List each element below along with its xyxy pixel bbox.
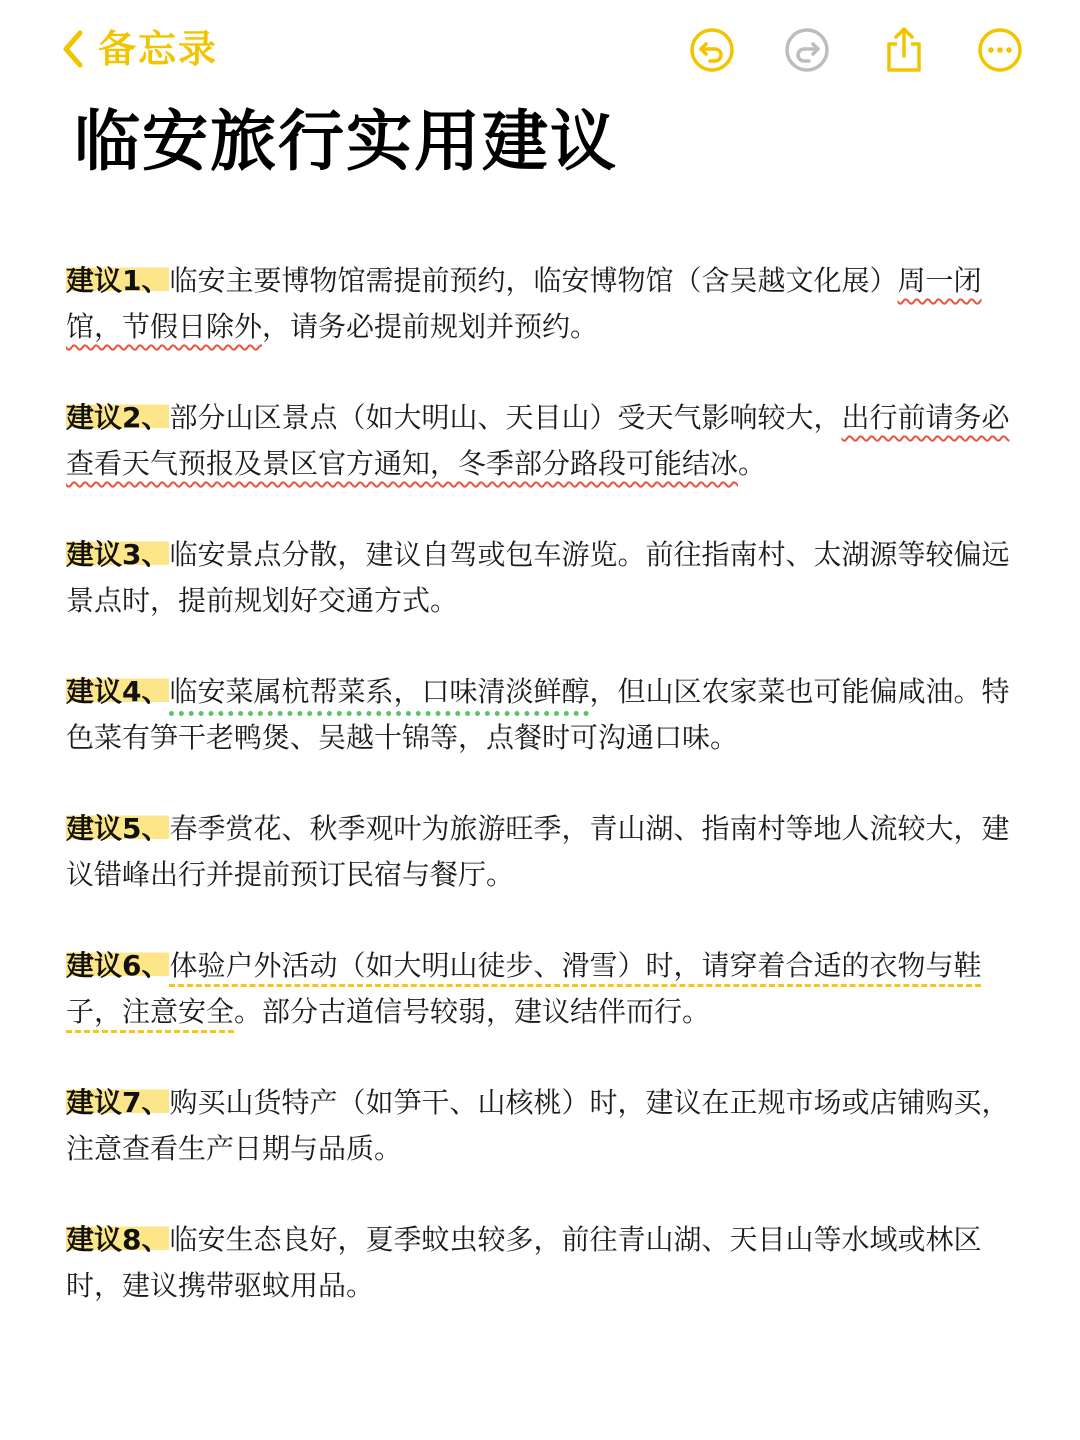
back-button[interactable] [58,24,218,74]
tip-emphasis: 临安菜属杭帮菜系，口味清淡鲜醇 [169,675,590,708]
share-icon [880,26,928,74]
tip-text-end: ，但山区农家菜也可能偏咸油。特色菜有笋干老鸭煲、吴越十锦等，点餐时可沟通口味。 [66,675,1010,754]
undo-button[interactable] [688,26,736,74]
tip-text: 临安景点分散，建议自驾或包车游览。前往指南村、太湖源等较偏远景点时，提前规划好交通方式。 [66,538,1010,617]
tip-7 [66,1080,1026,1172]
tip-text: 部分山区景点（如大明山、天目山）受天气影响较大， [169,401,842,434]
redo-icon [783,26,831,74]
tip-label: 建议8、 [66,1223,170,1256]
tip-6 [66,943,1026,1035]
top-bar [0,0,1080,100]
tip-text: 春季赏花、秋季观叶为旅游旺季，青山湖、指南村等地人流较大，建议错峰出行并提前预订民宿与餐厅。 [66,812,1010,891]
tip-label: 建议2、 [66,401,170,434]
tip-text-end: 。 [738,447,767,480]
tip-label: 建议3、 [66,538,170,571]
tip-5 [66,806,1026,898]
redo-button[interactable] [783,26,831,74]
tip-text: 临安主要博物馆需提前预约，临安博物馆（含吴越文化展） [169,264,898,297]
chevron-left-icon [58,27,88,71]
tip-label: 建议6、 [66,949,170,982]
more-button[interactable] [976,26,1024,74]
tip-4 [66,669,1026,761]
tip-label: 建议1、 [66,264,170,297]
undo-icon [688,26,736,74]
tip-label: 建议4、 [66,675,170,708]
tip-8 [66,1217,1026,1309]
tip-emphasis: 周一闭馆，节假日除外 [66,264,982,343]
tip-1 [66,258,1026,350]
tip-label: 建议7、 [66,1086,170,1119]
tip-text-end: 。部分古道信号较弱，建议结伴而行。 [234,995,711,1028]
back-label: 备忘录 [98,27,219,71]
tip-label: 建议5、 [66,812,170,845]
tip-text-end: ，请务必提前规划并预约。 [262,310,599,343]
note-body[interactable] [66,258,1026,1354]
note-title: 临安旅行实用建议 [74,103,618,180]
tip-2 [66,395,1026,487]
tip-text: 购买山货特产（如笋干、山核桃）时，建议在正规市场或店铺购买，注意查看生产日期与品质。 [66,1086,1010,1165]
tip-3 [66,532,1026,624]
tip-text: 临安生态良好，夏季蚊虫较多，前往青山湖、天目山等水域或林区时，建议携带驱蚊用品。 [66,1223,982,1302]
more-icon [976,26,1024,74]
share-button[interactable] [880,26,928,74]
tip-emphasis: 体验户外活动（如大明山徒步、滑雪）时，请穿着合适的衣物与鞋子，注意安全 [66,949,982,1028]
tip-emphasis: 出行前请务必查看天气预报及景区官方通知，冬季部分路段可能结冰 [66,401,1010,480]
